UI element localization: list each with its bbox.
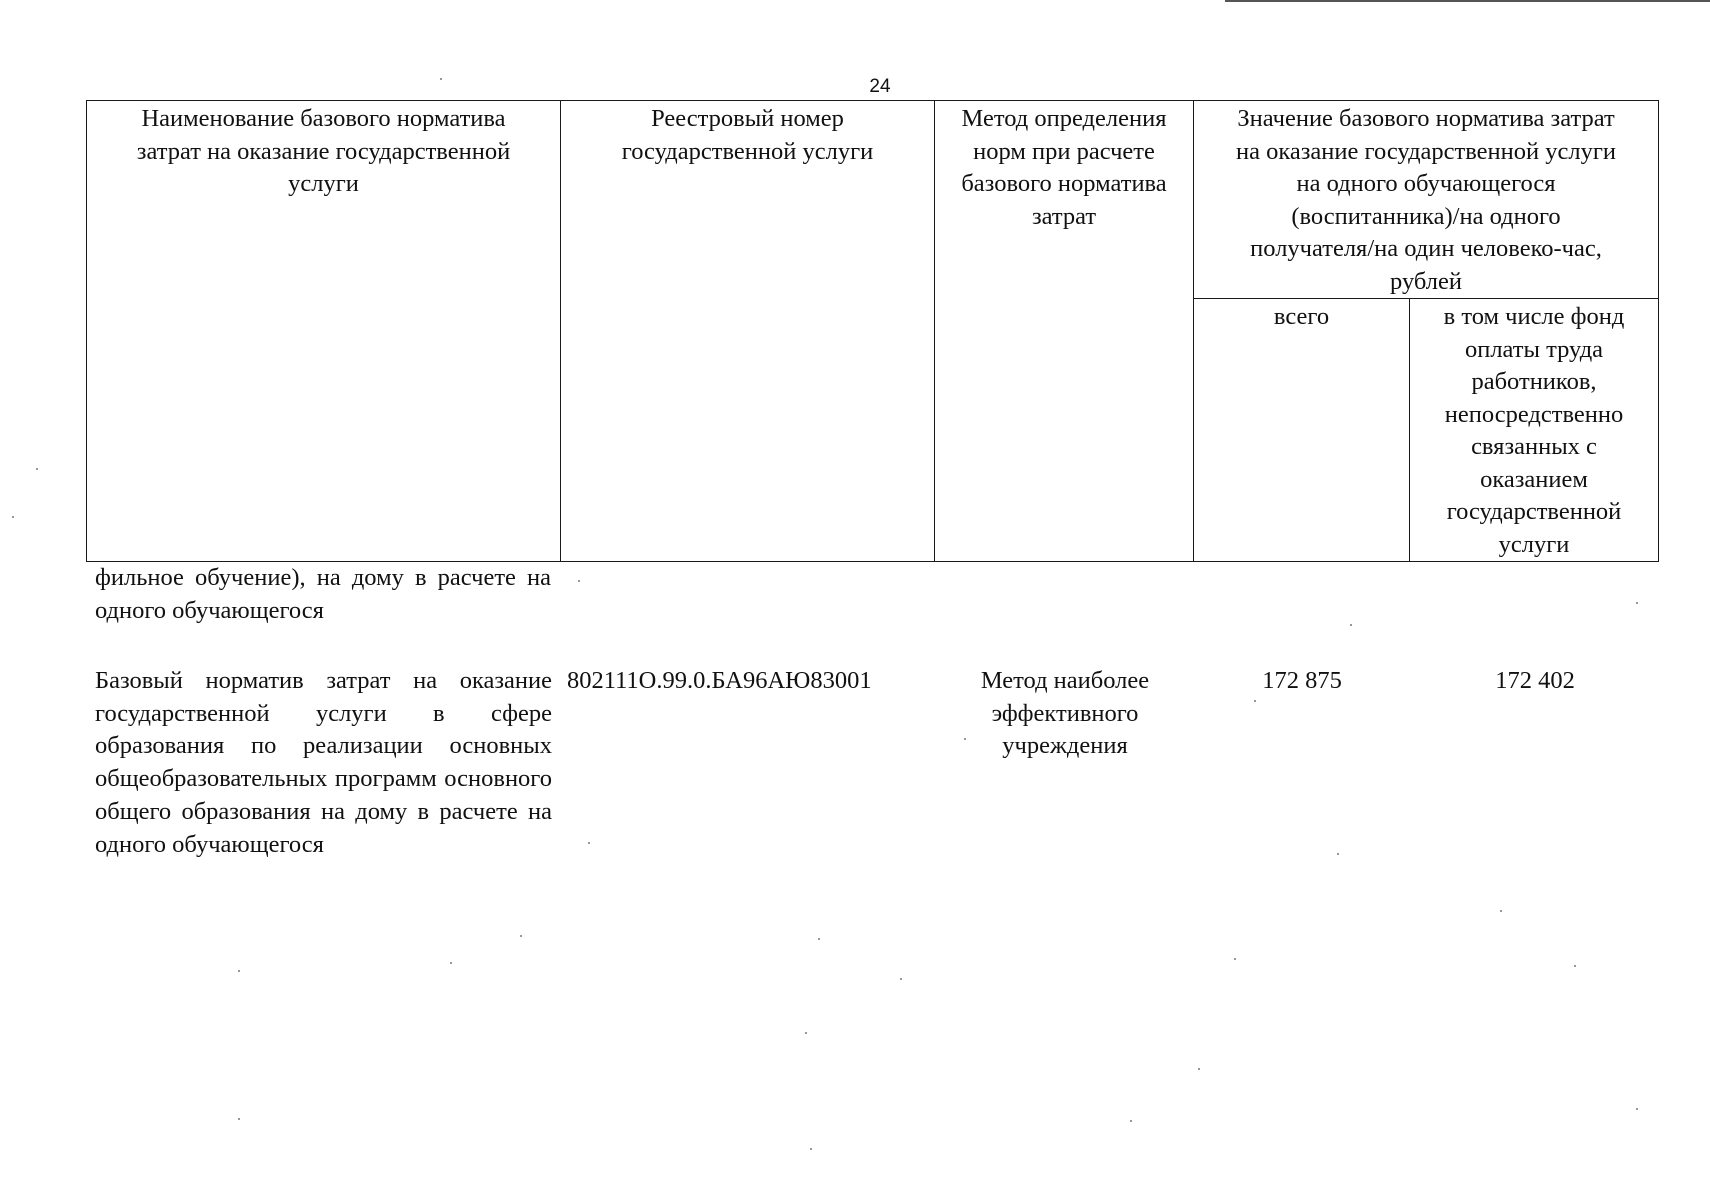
scan-speck <box>1500 910 1502 912</box>
scan-speck <box>1198 1068 1200 1070</box>
scan-speck <box>1574 965 1576 967</box>
scan-speck <box>964 738 966 740</box>
scan-speck <box>805 1032 807 1034</box>
scan-speck <box>1337 853 1339 855</box>
scan-speck <box>1254 700 1256 702</box>
header-cell-name <box>87 101 561 562</box>
row-method: Метод наиболее эффективного учреждения <box>980 667 1150 760</box>
scan-speck <box>578 580 580 582</box>
scan-speck <box>810 1148 812 1150</box>
row-fund: 172 402 <box>1495 667 1575 694</box>
scan-speck <box>1234 958 1236 960</box>
scan-speck <box>1130 1120 1132 1122</box>
header-cell-total <box>1194 299 1410 562</box>
header-name-label: Наименование базового норматива затрат на оказание государственной услуги <box>136 105 511 197</box>
header-value-label: Значение базового норматива затрат на оказание государственной услуги на одного обучающегося (воспитанника)/на одного получателя/на один человеко-час, рублей <box>1235 105 1617 295</box>
row-registry-number: 802111О.99.0.БА96АЮ83001 <box>567 667 872 694</box>
header-cell-value <box>1194 101 1659 299</box>
scan-speck <box>1350 624 1352 626</box>
scan-speck <box>818 938 820 940</box>
table-header <box>86 100 1659 562</box>
scan-speck <box>12 516 14 518</box>
continuation-text: фильное обучение), на дому в расчете на одного обучающегося <box>95 564 551 624</box>
header-method-label: Метод определения норм при расчете базового норматива затрат <box>961 105 1167 230</box>
header-cell-registry <box>561 101 935 562</box>
top-edge-rule <box>1225 0 1710 2</box>
scan-speck <box>588 842 590 844</box>
scan-speck <box>450 962 452 964</box>
scan-speck <box>1636 602 1638 604</box>
scan-speck <box>440 78 442 80</box>
scan-speck <box>900 978 902 980</box>
header-registry-label: Реестровый номер государственной услуги <box>621 105 874 165</box>
header-fund-label: в том числе фонд оплаты труда работников, непосредственно связанных с оказанием государственной услуги <box>1443 303 1625 558</box>
scan-speck <box>238 1118 240 1120</box>
header-cell-fund <box>1410 299 1659 562</box>
page-number: 24 <box>869 76 891 97</box>
row-name: Базовый норматив затрат на оказание государственной услуги в сфере образования по реализации основных общеобразовательных программ основного общего образования на дому в расчете на одного обучающегося <box>95 667 552 858</box>
scan-speck <box>36 468 38 470</box>
scan-speck <box>1636 1108 1638 1110</box>
scan-speck <box>520 935 522 937</box>
row-total: 172 875 <box>1262 667 1342 694</box>
header-cell-method <box>935 101 1194 562</box>
header-total-label: всего <box>1273 303 1330 330</box>
scan-speck <box>238 970 240 972</box>
